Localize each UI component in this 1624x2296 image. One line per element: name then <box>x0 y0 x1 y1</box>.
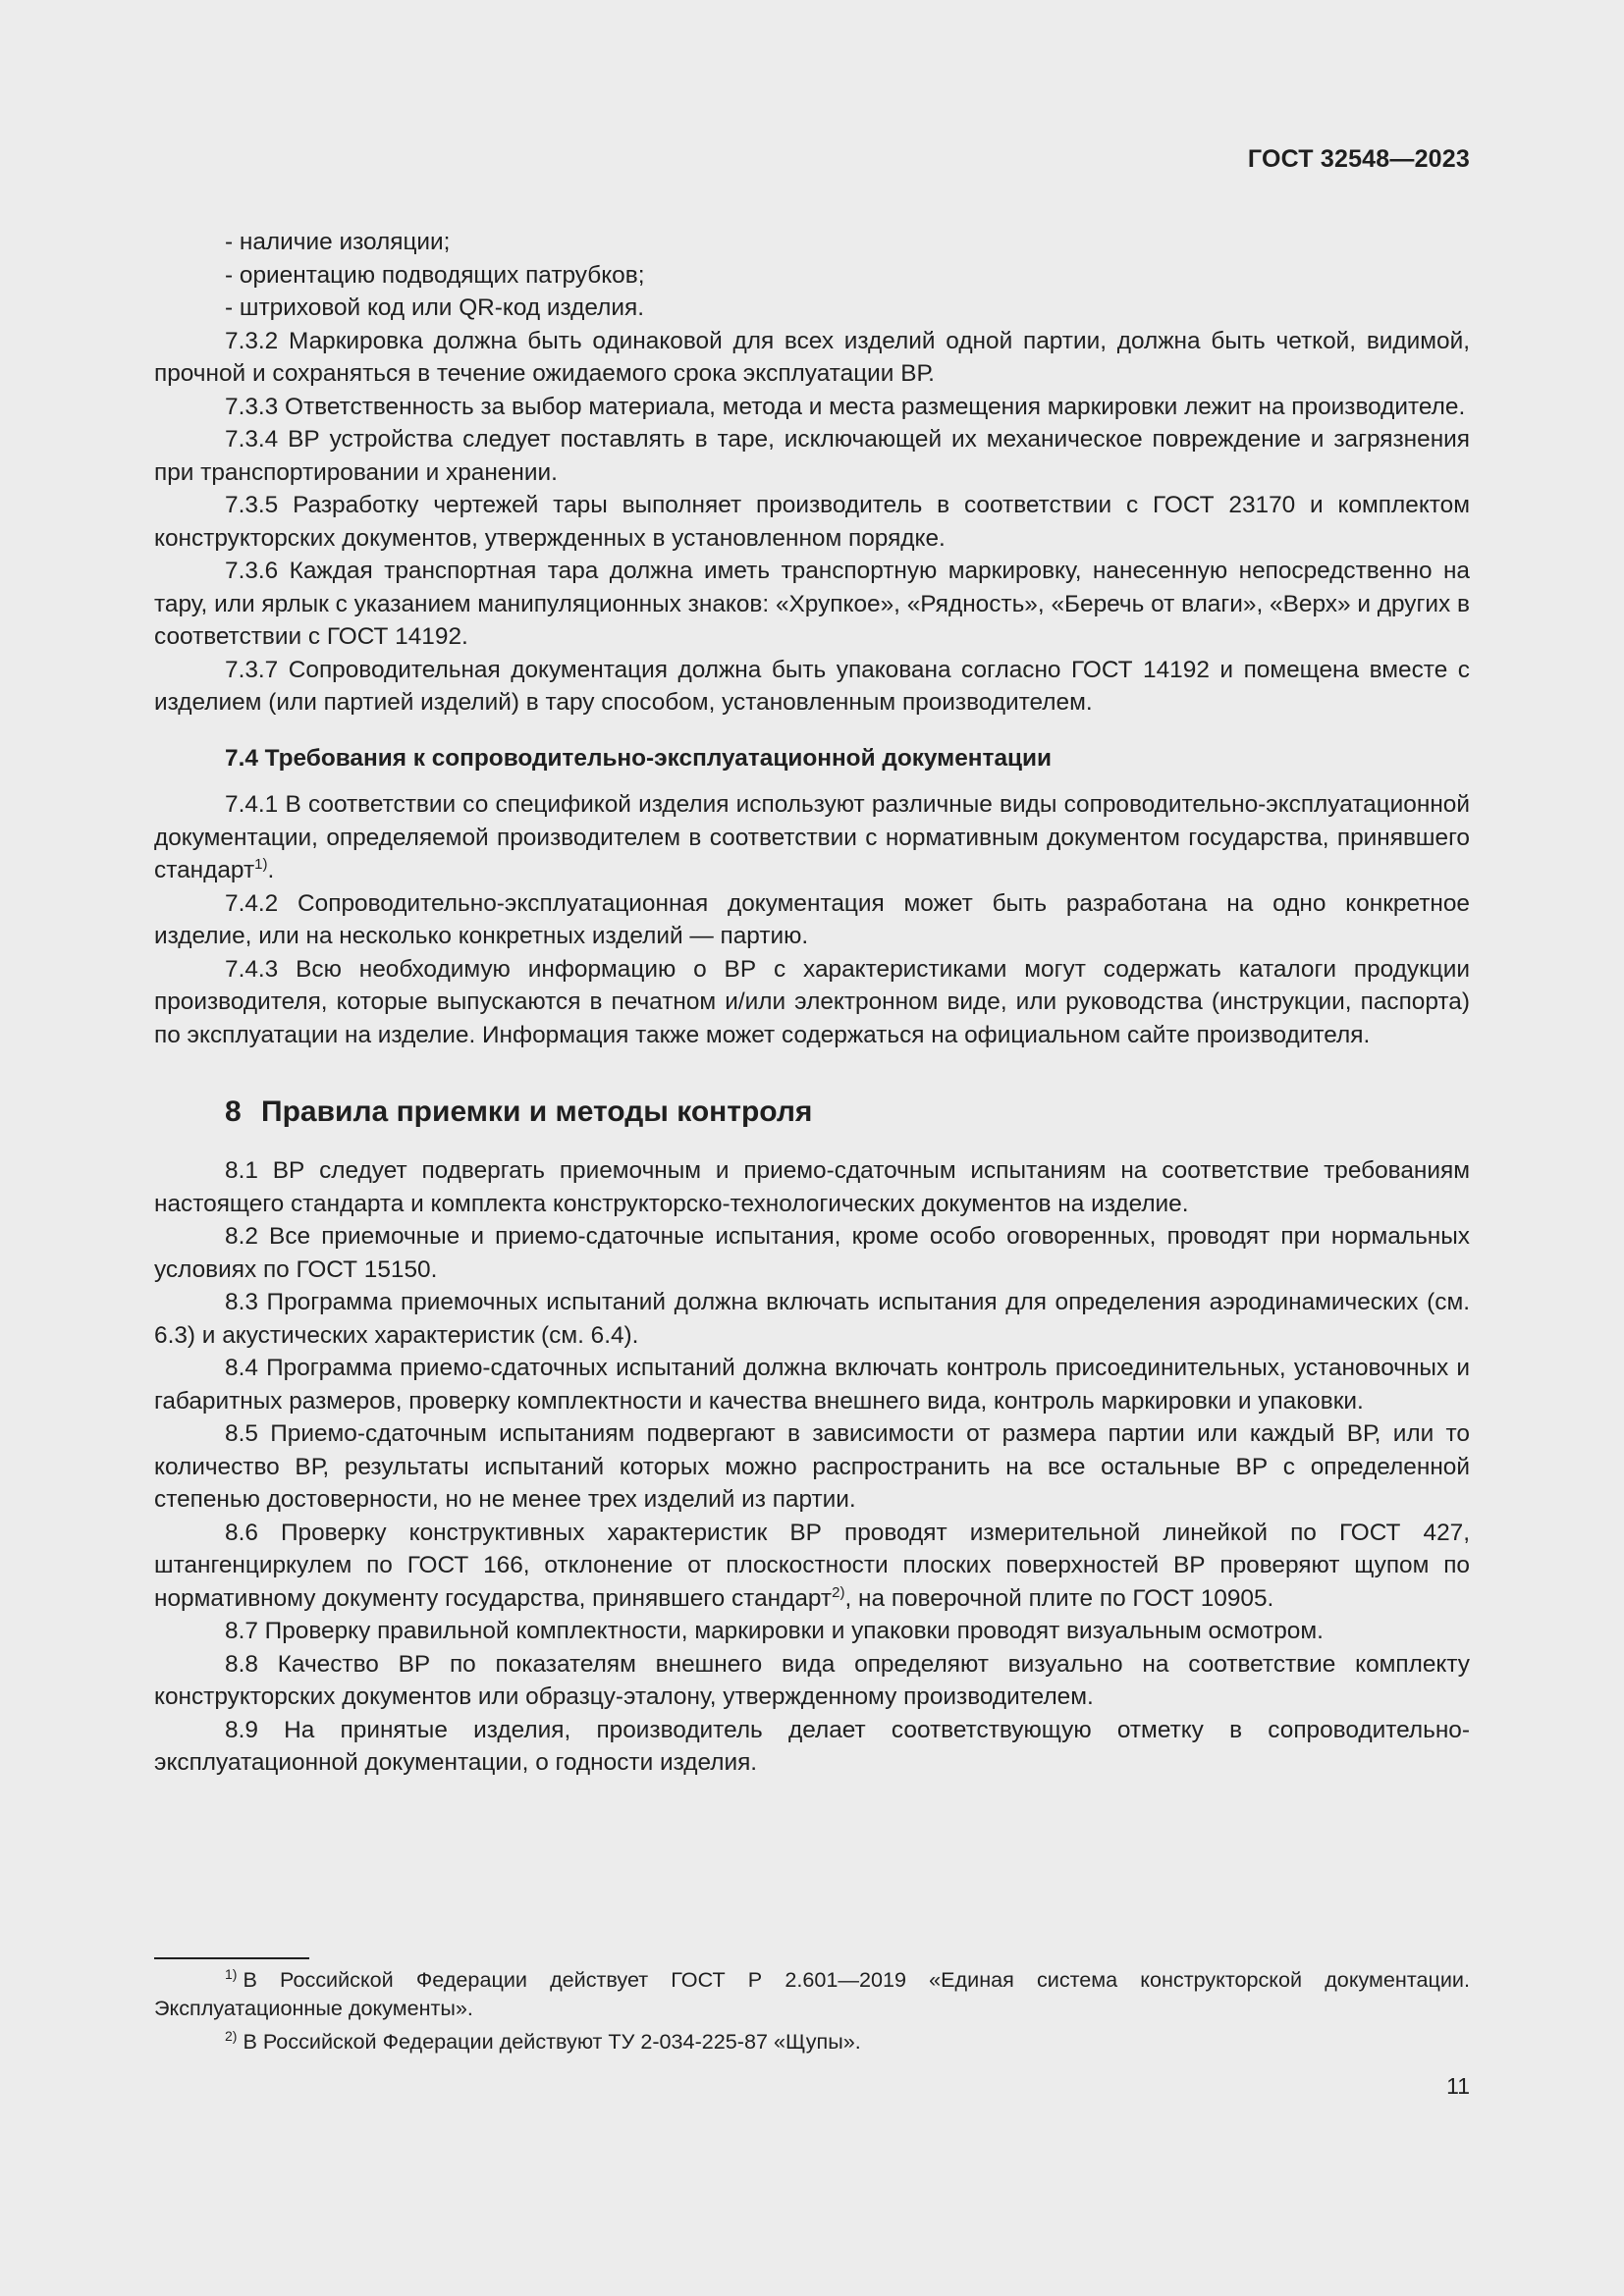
section-title: Правила приемки и методы контроля <box>261 1095 813 1128</box>
clause-8-7: 8.7 Проверку правильной комплектности, маркировки и упаковки проводят визуальным осмотром. <box>225 1618 1324 1644</box>
clause-8-6 <box>154 1517 1470 1616</box>
section-number: 8 <box>225 1095 242 1128</box>
list-item: - штриховой код или QR-код изделия. <box>225 294 644 321</box>
clause-7-3-5: 7.3.5 Разработку чертежей тары выполняет производитель в соответствии с ГОСТ 23170 и комплектом конструкторских документов, утвержденных в установленном порядке. <box>154 492 1470 552</box>
clause-7-4-1-text: 7.4.1 В соответствии со спецификой изделия используют различные виды сопроводительно-эксплуатационной документации, определяемой производителем в соответствии с нормативным документом государства, принявшего стандарт <box>154 791 1470 883</box>
footnote-text: В Российской Федерации действует ГОСТ Р 2.601—2019 «Единая система конструкторской документации. Эксплуатационные документы». <box>154 1967 1470 2020</box>
clause-8-6-end: , на поверочной плите по ГОСТ 10905. <box>844 1584 1274 1612</box>
section-heading-8 <box>154 1094 1470 1131</box>
page-number: 11 <box>1446 2073 1470 2099</box>
page-content <box>154 226 1470 1780</box>
footnote-2 <box>154 2027 1470 2056</box>
clause-7-4-1-end: . <box>267 857 275 883</box>
clause-7-3-6: 7.3.6 Каждая транспортная тара должна иметь транспортную маркировку, нанесенную непосредственно на тару, или ярлык с указанием манипуляционных знаков: «Хрупкое», «Рядность», «Беречь от влаги», «Верх» и других в соответствии с ГОСТ 14192. <box>154 558 1470 650</box>
clause-8-1: 8.1 ВР следует подвергать приемочным и приемо-сдаточным испытаниям на соответствие требованиям настоящего стандарта и комплекта конструкторско-технологических документов на изделие. <box>154 1157 1470 1217</box>
footnote-mark: 2) <box>225 2028 238 2044</box>
clause-8-5: 8.5 Приемо-сдаточным испытаниям подвергают в зависимости от размера партии или каждый ВР, или то количество ВР, результаты испытаний которых можно распространить на все остальные ВР с определенной степенью достоверности, но не менее трех изделий из партии. <box>154 1420 1470 1513</box>
list-item: - наличие изоляции; <box>225 229 451 255</box>
clause-7-4-2: 7.4.2 Сопроводительно-эксплуатационная документация может быть разработана на одно конкретное изделие, или на несколько конкретных изделий — партию. <box>154 889 1470 949</box>
subsection-heading-7-4: 7.4 Требования к сопроводительно-эксплуатационной документации <box>225 744 1053 772</box>
footnote-ref-1: 1) <box>254 856 268 873</box>
clause-8-9: 8.9 На принятые изделия, производитель делает соответствующую отметку в сопроводительно-эксплуатационной документации, о годности изделия. <box>154 1716 1470 1776</box>
clause-7-3-2: 7.3.2 Маркировка должна быть одинаковой для всех изделий одной партии, должна быть четкой, видимой, прочной и сохраняться в течение ожидаемого срока эксплуатации ВР. <box>154 327 1470 387</box>
footnote-text: В Российской Федерации действуют ТУ 2-034-225-87 «Щупы». <box>243 2029 861 2054</box>
clause-7-3-3: 7.3.3 Ответственность за выбор материала, метода и места размещения маркировки лежит на производителе. <box>225 393 1466 420</box>
clause-8-8: 8.8 Качество ВР по показателям внешнего вида определяют визуально на соответствие комплекту конструкторских документов или образцу-эталону, утвержденному производителем. <box>154 1650 1470 1710</box>
clause-8-6-text: 8.6 Проверку конструктивных характеристик ВР проводят измерительной линейкой по ГОСТ 427, штангенциркулем по ГОСТ 166, отклонение от плоскостности плоских поверхностей ВР проверяют щупом по нормативному документу государства, принявшего стандарт <box>154 1519 1470 1612</box>
footnotes <box>154 1965 1470 2060</box>
clause-7-4-3: 7.4.3 Всю необходимую информацию о ВР с характеристиками могут содержать каталоги продукции производителя, которые выпускаются в печатном и/или электронном виде, или руководства (инструкции, паспорта) по эксплуатации на изделие. Информация также может содержаться на официальном сайте производителя. <box>154 955 1470 1048</box>
clause-8-3: 8.3 Программа приемочных испытаний должна включать испытания для определения аэродинамических (см. 6.3) и акустических характеристик (см. 6.4). <box>154 1289 1470 1349</box>
footnote-divider <box>154 1957 309 1959</box>
clause-7-3-4: 7.3.4 ВР устройства следует поставлять в таре, исключающей их механическое повреждение и загрязнения при транспортировании и хранении. <box>154 426 1470 486</box>
list-item: - ориентацию подводящих патрубков; <box>225 261 645 289</box>
footnote-1 <box>154 1965 1470 2022</box>
clause-7-4-1 <box>154 788 1470 887</box>
clause-8-2: 8.2 Все приемочные и приемо-сдаточные испытания, кроме особо оговоренных, проводят при нормальных условиях по ГОСТ 15150. <box>154 1223 1470 1283</box>
footnote-ref-2: 2) <box>832 1583 845 1601</box>
clause-7-3-7: 7.3.7 Сопроводительная документация должна быть упакована согласно ГОСТ 14192 и помещена вместе с изделием (или партией изделий) в тару способом, установленным производителем. <box>154 656 1470 716</box>
document-code: ГОСТ 32548—2023 <box>1247 145 1470 173</box>
footnote-mark: 1) <box>225 1966 238 1982</box>
clause-8-4: 8.4 Программа приемо-сдаточных испытаний должна включать контроль присоединительных, установочных и габаритных размеров, проверку комплектности и качества внешнего вида, контроль маркировки и упаковки. <box>154 1355 1470 1415</box>
